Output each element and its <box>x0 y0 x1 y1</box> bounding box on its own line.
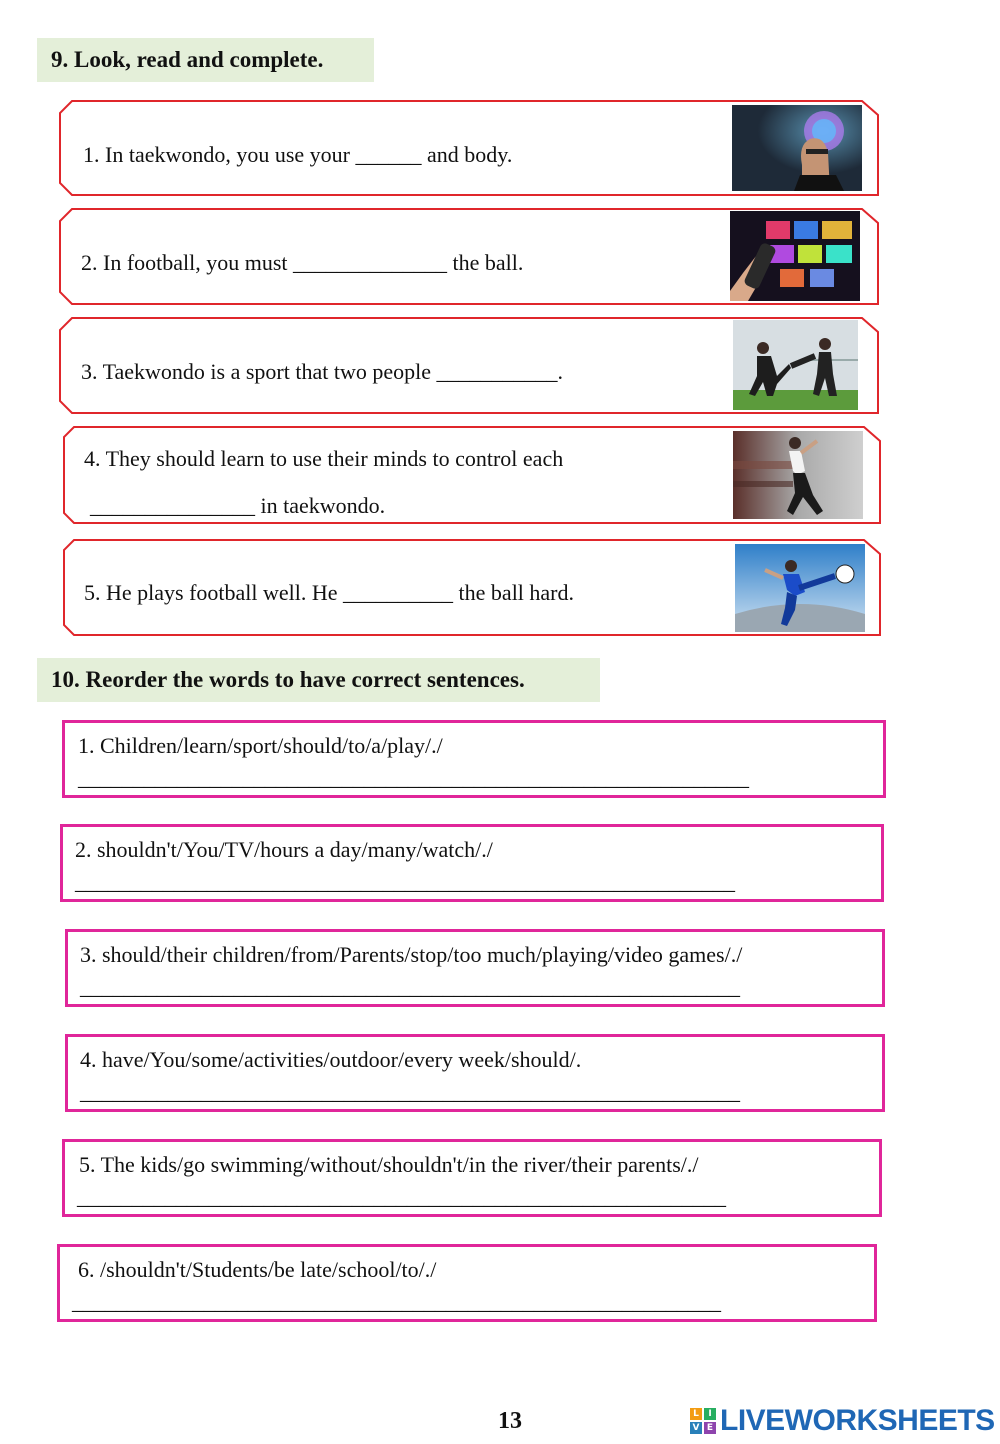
sentence-2: 2. In football, you must ______________ the ball. <box>81 250 524 275</box>
exercise-10-item-4 <box>65 1034 885 1112</box>
taekwondo-kick-image <box>733 320 858 410</box>
exercise-10-item-2 <box>60 824 884 902</box>
exercise-10-item-5 <box>62 1139 882 1217</box>
answer-line-3[interactable]: ____________________________________________________________ <box>80 974 740 999</box>
answer-line-2[interactable]: ____________________________________________________________ <box>75 869 735 894</box>
page-number: 13 <box>498 1408 522 1434</box>
scrambled-sentence-6: 6. /shouldn't/Students/be late/school/to/./ <box>78 1257 437 1282</box>
scrambled-sentence-2: 2. shouldn't/You/TV/hours a day/many/watch/./ <box>75 837 493 862</box>
scrambled-sentence-3: 3. should/their children/from/Parents/stop/too much/playing/video games/./ <box>80 942 743 967</box>
brain-hologram-image <box>732 105 862 191</box>
scrambled-sentence-4: 4. have/You/some/activities/outdoor/every week/should/. <box>80 1047 582 1072</box>
sentence-3: 3. Taekwondo is a sport that two people ___________. <box>81 359 563 384</box>
answer-line-5[interactable]: ___________________________________________________________ <box>77 1184 726 1209</box>
exercise-10-item-1 <box>62 720 886 798</box>
exercise-9-item-5 <box>62 538 882 637</box>
exercise-9-item-1 <box>58 99 880 197</box>
tv-remote-image <box>730 211 860 301</box>
section-10-heading: 10. Reorder the words to have correct sentences. <box>37 658 600 702</box>
sentence-4-line-1: 4. They should learn to use their minds to control each <box>84 446 564 471</box>
sentence-5: 5. He plays football well. He __________ the ball hard. <box>84 580 575 605</box>
dancer-motion-image <box>733 431 863 519</box>
answer-line-4[interactable]: ____________________________________________________________ <box>80 1079 740 1104</box>
exercise-9-item-3 <box>58 316 880 415</box>
sentence-1: 1. In taekwondo, you use your ______ and body. <box>83 142 513 167</box>
exercise-9-item-2 <box>58 207 880 306</box>
exercise-9-item-4 <box>62 425 882 525</box>
liveworksheets-logo-icon: L I V E <box>690 1408 716 1434</box>
liveworksheets-logo <box>690 1404 995 1438</box>
liveworksheets-wordmark: LIVEWORKSHEETS <box>720 1404 995 1437</box>
answer-line-1[interactable]: _____________________________________________________________ <box>78 765 749 790</box>
exercise-10-item-6 <box>57 1244 877 1322</box>
football-kick-image <box>735 544 865 632</box>
scrambled-sentence-1: 1. Children/learn/sport/should/to/a/play/./ <box>78 733 443 758</box>
section-9-heading: 9. Look, read and complete. <box>37 38 374 82</box>
scrambled-sentence-5: 5. The kids/go swimming/without/shouldn't/in the river/their parents/./ <box>79 1152 699 1177</box>
sentence-4-line-2: _______________ in taekwondo. <box>90 493 386 518</box>
exercise-10-item-3 <box>65 929 885 1007</box>
answer-line-6[interactable]: ___________________________________________________________ <box>72 1289 721 1314</box>
